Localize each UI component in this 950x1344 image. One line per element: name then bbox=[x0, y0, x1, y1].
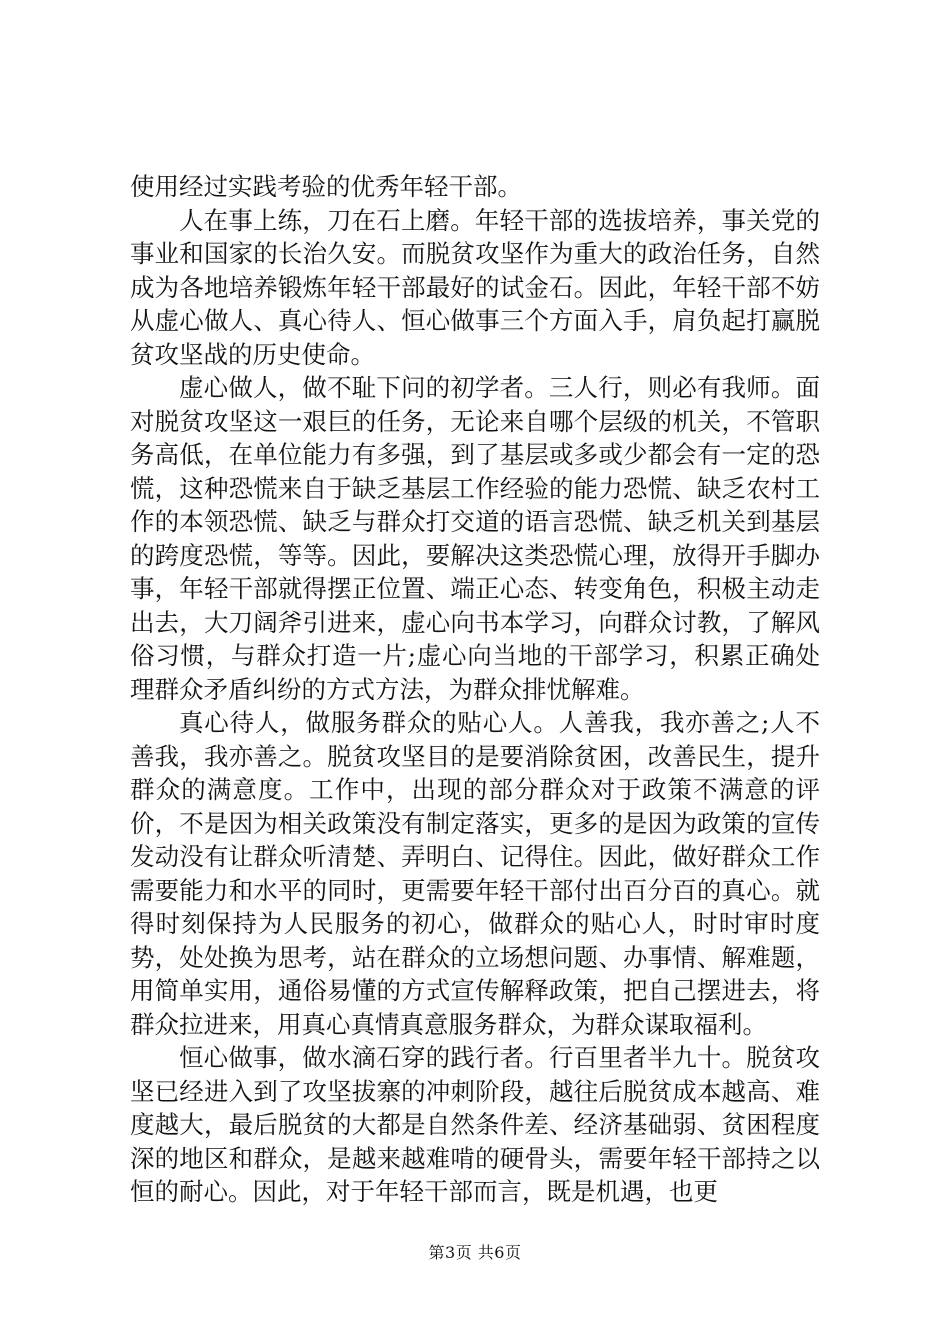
paragraph-humble: 虚心做人，做不耻下问的初学者。三人行，则必有我师。面对脱贫攻坚这一艰巨的任务，无论来自哪个层级的机关，不管职务高低，在单位能力有多强，到了基层或多或少都会有一定的恐慌，这种恐慌来自于缺乏基层工作经验的能力恐慌、缺乏农村工作的本领恐慌、缺乏与群众打交道的语言恐慌、缺乏机关到基层的跨度恐慌，等等。因此，要解决这类恐慌心理，放得开手脚办事，年轻干部就得摆正位置、端正心态、转变角色，积极主动走出去，大刀阔斧引进来，虚心向书本学习，向群众讨教，了解风俗习惯，与群众打造一片;虚心向当地的干部学习，积累正确处理群众矛盾纠纷的方式方法，为群众排忧解难。 bbox=[130, 373, 820, 704]
page-number-footer: 第3页 共6页 bbox=[428, 1243, 522, 1262]
body-text bbox=[130, 170, 820, 1209]
paragraph-sincere: 真心待人，做服务群众的贴心人。人善我，我亦善之;人不善我，我亦善之。脱贫攻坚目的是要消除贫困，改善民生，提升群众的满意度。工作中，出现的部分群众对于政策不满意的评价，不是因为相关政策没有制定落实，更多的是因为政策的宣传发动没有让群众听清楚、弄明白、记得住。因此，做好群众工作需要能力和水平的同时，更需要年轻干部付出百分百的真心。就得时刻保持为人民服务的初心，做群众的贴心人，时时审时度势，处处换为思考，站在群众的立场想问题、办事情、解难题，用简单实用，通俗易懂的方式宣传解释政策，把自己摆进去，将群众拉进来，用真心真情真意服务群众，为群众谋取福利。 bbox=[130, 708, 820, 1039]
paragraph-intro: 人在事上练，刀在石上磨。年轻干部的选拔培养，事关党的事业和国家的长治久安。而脱贫攻坚作为重大的政治任务，自然成为各地培养锻炼年轻干部最好的试金石。因此，年轻干部不妨从虚心做人、真心待人、恒心做事三个方面入手，肩负起打赢脱贫攻坚战的历史使命。 bbox=[130, 205, 820, 369]
paragraph-perseverance: 恒心做事，做水滴石穿的践行者。行百里者半九十。脱贫攻坚已经进入到了攻坚拔寨的冲刺阶段，越往后脱贫成本越高、难度越大，最后脱贫的大都是自然条件差、经济基础弱、贫困程度深的地区和群众，是越来越难啃的硬骨头，需要年轻干部持之以恒的耐心。因此，对于年轻干部而言，既是机遇，也更 bbox=[130, 1043, 820, 1206]
paragraph-continuation: 使用经过实践考验的优秀年轻干部。 bbox=[130, 172, 522, 201]
